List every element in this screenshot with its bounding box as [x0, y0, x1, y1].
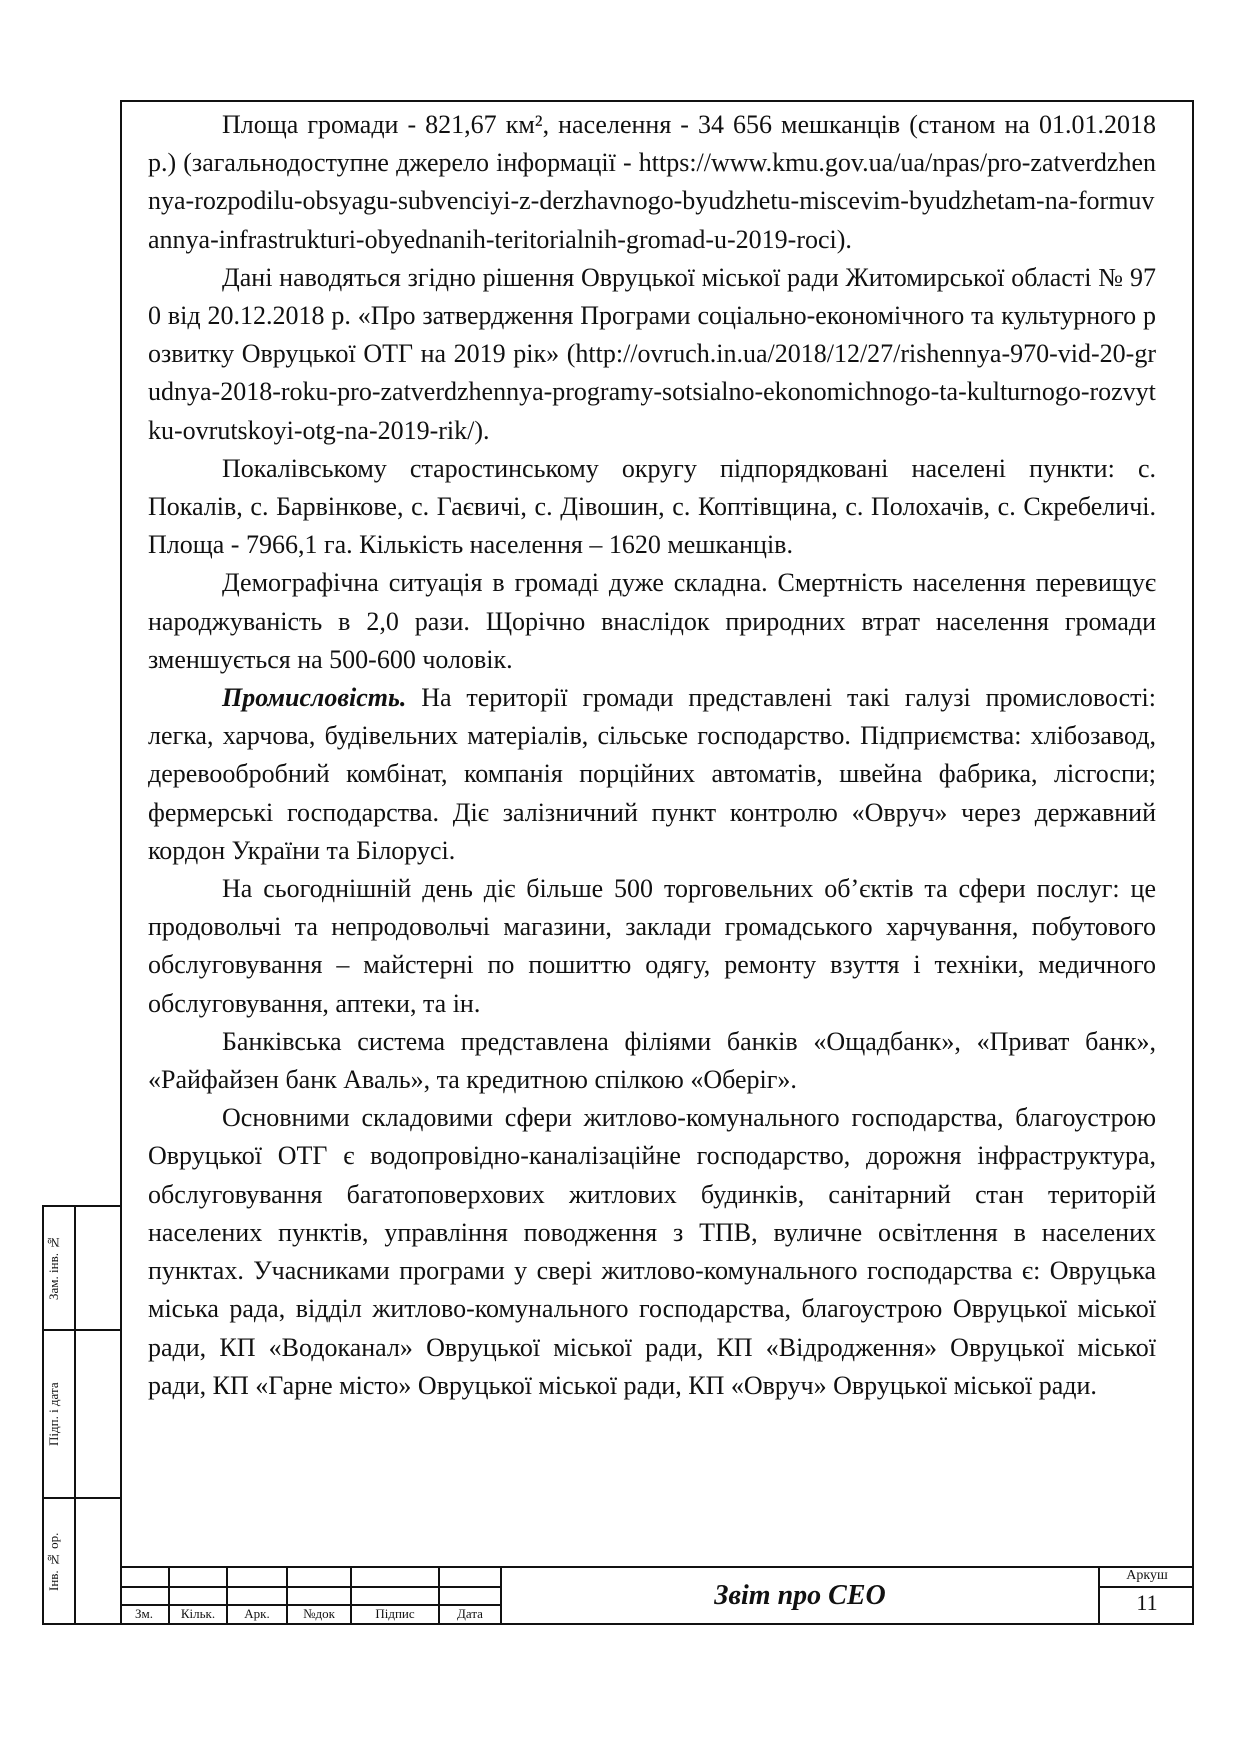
document-body [148, 106, 1156, 1405]
paragraph-trade: На сьогоднішній день діє більше 500 торговельних об’єктів та сфери послуг: це продовольчі та непродовольчі магазини, заклади громадського харчування, побутового обслуговування – майстерні по пошиттю одягу, ремонту взуття і техніки, медичного обслуговування, аптеки, та ін. [148, 874, 1156, 1018]
side-label-pidp: Підп. і дата [46, 1382, 61, 1446]
side-label-zam: Зам. інв. № [46, 1234, 61, 1300]
title-block-top-line [120, 1566, 1194, 1568]
paragraph-utilities: Основними складовими сфери житлово-комунального господарства, благоустрою Овруцької ОТГ є водопровідно-каналізаційне господарство, дорожня інфраструктура, обслуговування багатоповерхових житлових будинків, санітарний стан територій населених пунктів, управління поводження з ТПВ, вуличне освітлення в населених пунктах. Учасниками програми у свері житлово-комунального господарства є: Овруцька міська рада, відділ житлово-комунального господарства, благоустрою Овруцької міської ради, КП «Водоканал» Овруцької міської ради, КП «Відродження» Овруцької міської ради, КП «Гарне місто» Овруцької міської ради, КП «Овруч» Овруцької міської ради. [148, 1103, 1156, 1400]
col-kilk: Кільк. [180, 1606, 216, 1621]
col-ndok: №док [303, 1606, 335, 1621]
title-block-row-line [120, 1586, 502, 1588]
industry-text: На території громади представлені такі галузі промисловості: легка, харчова, будівельних матеріалів, сільське господарство. Підприємства: хлібозавод, деревообробний комбінат, компанія порційних автоматів, швейна фабрика, лісгоспи; фермерські господарства. Діє залізничний пункт контролю «Овруч» через державний кордон України та Білорусі. [148, 683, 1156, 865]
col-ark: Арк. [244, 1606, 270, 1621]
sheet-number: 11 [1136, 1590, 1158, 1615]
sheet-cell-line [1098, 1586, 1194, 1588]
col-zm: Зм. [135, 1606, 153, 1621]
side-stamp-divider [74, 1205, 76, 1625]
side-stamp [42, 1205, 122, 1625]
paragraph-banks: Банківська система представлена філіями банків «Ощадбанк», «Приват банк», «Райфайзен банк Аваль», та кредитною спілкою «Оберіг». [148, 1026, 1156, 1095]
col-pidpys: Підпис [375, 1606, 415, 1621]
title-block-col-line [500, 1566, 502, 1625]
sheet-label: Аркуш [1126, 1568, 1168, 1583]
industry-heading: Промисловість. [222, 683, 407, 713]
paragraph-area: Площа громади - 821,67 км², населення - 34 656 мешканців (станом на 01.01.2018 р.) (загальнодоступне джерело інформації - https://www.kmu.gov.ua/ua/npas/pro-zatverdzhennya-rozpodilu-obsyagu-subvenciyi-z-derzhavnogo-byudzhetu-miscevim-byudzhetam-na-formuvannya-infrastrukturi-obyednanih-teritorialnih-gromad-u-2019-roci). [148, 110, 1156, 254]
paragraph-decision: Дані наводяться згідно рішення Овруцької міської ради Житомирської області № 970 від 20.12.2018 р. «Про затвердження Програми соціально-економічного та культурного розвитку Овруцької ОТГ на 2019 рік» (http://ovruch.in.ua/2018/12/27/rishennya-970-vid-20-grudnya-2018-roku-pro-zatverdzhennya-programy-sotsialno-ekonomichnogo-ta-kulturnogo-rozvytku-ovrutskoyi-otg-na-2019-rik/). [148, 262, 1156, 445]
title-block [120, 1566, 1194, 1625]
col-data: Дата [457, 1606, 483, 1621]
paragraph-pokaliv: Покалівському старостинському округу підпорядковані населені пункти: с. Покалів, с. Барвінкове, с. Гаєвичі, с. Дівошин, с. Коптівщина, с. Полохачів, с. Скребеличі. Площа - 7966,1 га. Кількість населення – 1620 мешканців. [148, 453, 1156, 560]
side-label-inv: Інв. № ор. [46, 1532, 61, 1592]
paragraph-industry [148, 679, 1156, 870]
document-title: Звіт про СЕО [714, 1580, 886, 1611]
paragraph-demography: Демографічна ситуація в громаді дуже складна. Смертність населення перевищує народжуваність в 2,0 рази. Щорічно внаслідок природних втрат населення громади зменшується на 500-600 чоловік. [148, 568, 1156, 674]
